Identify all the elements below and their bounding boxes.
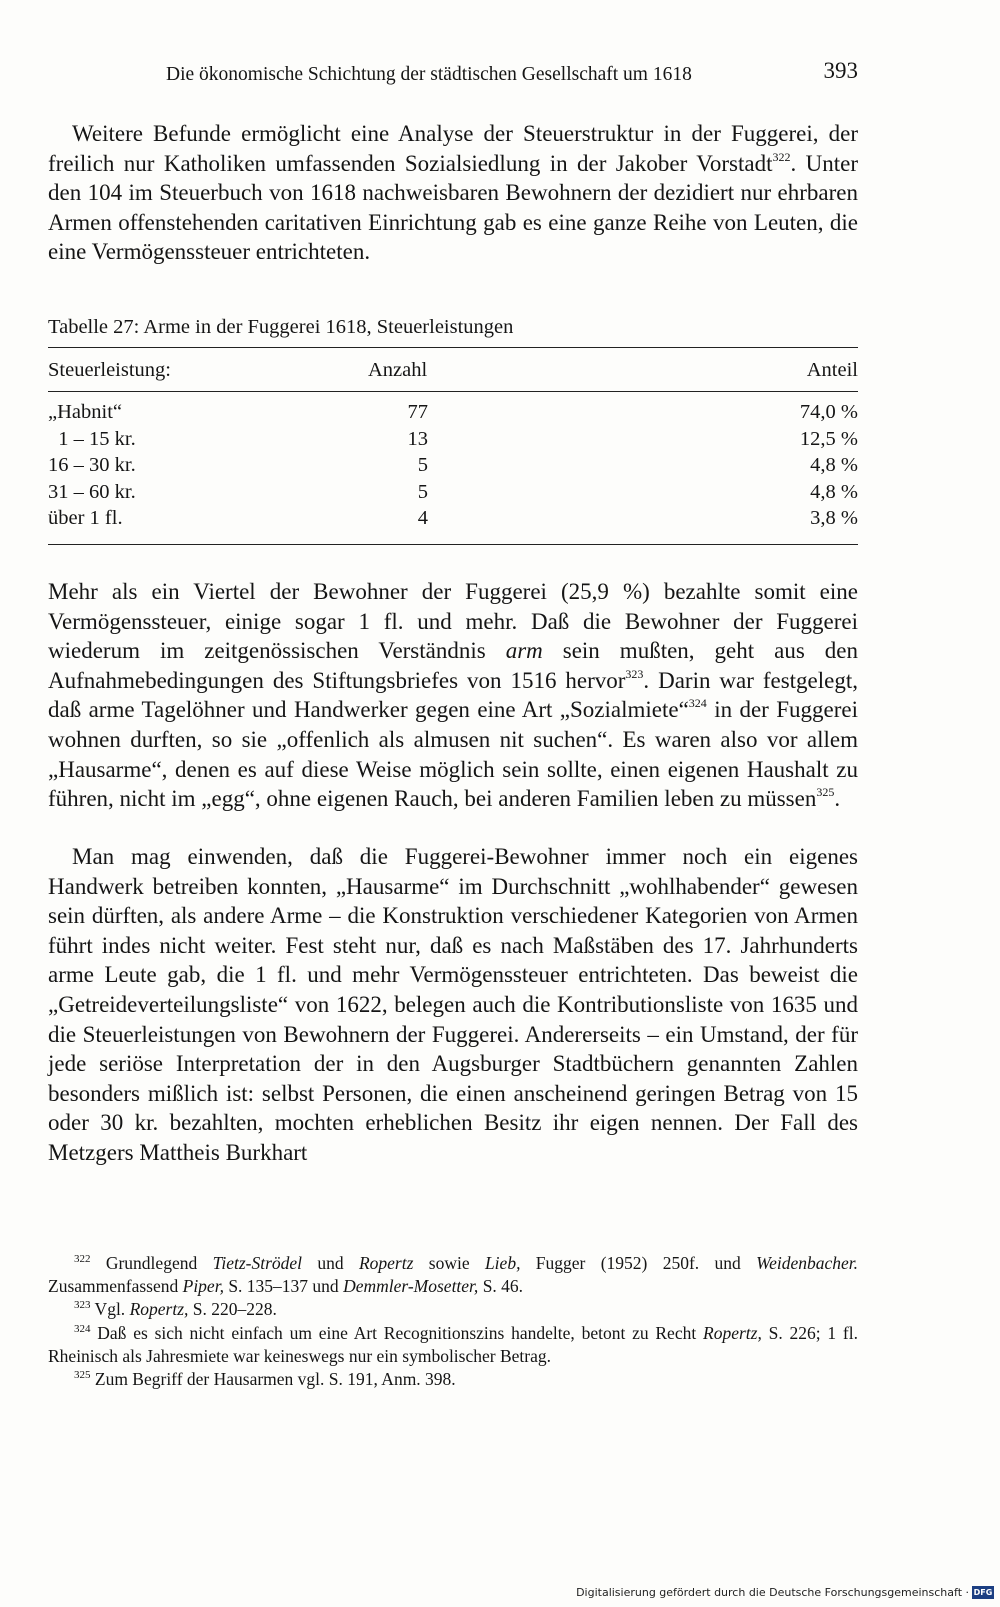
footnote-324	[48, 1322, 858, 1368]
header-steuerleistung: Steuerleistung:	[48, 359, 171, 381]
footnote-ref-323: 323	[625, 666, 644, 681]
paragraph-2-text-b: sein mußten, geht aus den Aufnahmebedingungen des Stiftungsbriefes von 1516 hervor	[48, 638, 858, 693]
footnote-number: 323	[74, 1299, 91, 1312]
footnote-ref-322: 322	[772, 149, 791, 164]
cell-category: 31 – 60 kr.	[48, 480, 136, 503]
cell-count: 5	[417, 480, 428, 503]
footnote-ref-324: 324	[688, 696, 707, 711]
footnote-325	[48, 1368, 858, 1391]
table-bottom-rule	[48, 544, 858, 545]
running-head	[48, 58, 858, 88]
emphasis-arm: arm	[505, 638, 543, 664]
footnote-ref-325: 325	[816, 785, 835, 800]
tax-table	[48, 347, 858, 545]
table-row	[48, 507, 858, 534]
fn-author: Ropertz,	[703, 1322, 762, 1343]
table-row	[48, 401, 858, 428]
fn-author: Weidenbacher.	[756, 1253, 859, 1273]
fn-author: Ropertz,	[129, 1299, 189, 1320]
footnote-number: 324	[74, 1322, 91, 1335]
fn-author: Ropertz	[358, 1253, 414, 1273]
cell-count: 77	[407, 401, 428, 423]
cell-share: 12,5 %	[799, 427, 858, 450]
cell-count: 5	[417, 454, 428, 476]
fn-text: S. 135–137 und	[223, 1276, 344, 1297]
paragraph-2-text-e: .	[834, 786, 841, 812]
fn-text: Vgl.	[90, 1299, 130, 1320]
header-anteil: Anteil	[806, 359, 858, 381]
footnote-322	[48, 1252, 858, 1298]
fn-text: Fugger (1952) 250f. und	[520, 1253, 757, 1273]
fn-text: Zusammenfassend	[48, 1276, 183, 1297]
paragraph-1	[48, 119, 858, 267]
footnote-323	[48, 1298, 858, 1321]
fn-author: Lieb,	[484, 1253, 521, 1273]
table-row	[48, 481, 858, 508]
fn-author: Piper,	[182, 1276, 224, 1297]
table-header	[48, 348, 858, 391]
cell-count: 4	[417, 507, 428, 529]
cell-share: 4,8 %	[810, 454, 858, 476]
footnotes	[48, 1252, 858, 1391]
dfg-logo-icon: DFG	[973, 1587, 993, 1597]
cell-share: 4,8 %	[810, 480, 858, 503]
footnote-number: 325	[74, 1369, 91, 1382]
cell-category: über 1 fl.	[48, 507, 123, 529]
digitization-footer	[576, 1583, 994, 1601]
cell-category: 16 – 30 kr.	[48, 454, 136, 476]
fn-text: Daß es sich nicht einfach um eine Art Recognitionszins handelte, betont zu Recht	[90, 1322, 703, 1343]
paragraph-3: Man mag einwenden, daß die Fuggerei-Bewohner immer noch ein eigenes Handwerk betreiben konnten, „Hausarme“ im Durchschnitt „wohlhabender“ gewesen sein dürften, als andere Arme – die Konstruktion verschiedener Kategorien von Armen führt indes nicht weiter. Fest steht nur, daß es nach Maßstäben des 17. Jahrhunderts arme Leute gab, die 1 fl. und mehr Vermögenssteuer entrichteten. Das beweist die „Getreideverteilungsliste“ von 1622, belegen auch die Kontributionsliste von 1635 und die Steuerleistungen von Bewohnern der Fuggerei. Andererseits – ein Umstand, der für jede seriöse Interpretation der in den Augsburger Stadtbüchern genannten Zahlen besonders mißlich ist: selbst Personen, die einen anscheinend geringen Betrag von 15 oder 30 kr. bezahlten, mochten erheblichen Besitz ihr eigen nennen. Der Fall des Metzgers Mattheis Burkhart	[48, 844, 858, 1165]
table-row	[48, 428, 858, 455]
running-head-title: Die ökonomische Schichtung der städtischen Gesellschaft um 1618	[166, 64, 692, 85]
cell-count: 13	[407, 427, 428, 450]
header-anzahl: Anzahl	[368, 359, 428, 381]
paragraph-1-text-b: . Unter den 104 im Steuerbuch von 1618 nachweisbaren Bewohnern der dezidiert nur ehrbaren Armen offenstehenden caritativen Einrichtung gab es eine ganze Reihe von Leuten, die eine Vermögenssteuer entrichteten.	[48, 150, 858, 265]
paragraph-2	[48, 577, 858, 814]
paragraph-2-text-d: in der Fuggerei wohnen durften, so sie „offenlich als almusen nit suchen“. Es waren also vor allem „Hausarme“, denen es auf diese Weise möglich sein sollte, einen eigenen Haushalt zu führen, nicht im „egg“, ohne eigenen Rauch, bei anderen Familien leben zu müssen	[48, 697, 858, 812]
footnote-number: 322	[74, 1253, 91, 1265]
footer-text: Digitalisierung gefördert durch die Deutsche Forschungsgemeinschaft ·	[576, 1585, 969, 1599]
fn-text: und	[302, 1253, 359, 1273]
page-number: 393	[823, 58, 858, 83]
table-body	[48, 392, 858, 544]
fn-author: Demmler-Mosetter,	[343, 1276, 479, 1297]
table-caption: Tabelle 27: Arme in der Fuggerei 1618, Steuerleistungen	[48, 316, 514, 338]
fn-text: S. 226; 1 fl. Rheinisch als Jahresmiete war keineswegs nur ein symbolischer Betrag.	[48, 1322, 858, 1366]
table-row	[48, 454, 858, 481]
fn-text: S. 220–228.	[188, 1299, 277, 1320]
fn-text: Zum Begriff der Hausarmen vgl. S. 191, Anm. 398.	[90, 1369, 456, 1390]
paragraph-2-text-c: . Darin war festgelegt, daß arme Tagelöhner und Handwerker gegen eine Art „Sozialmiete“	[48, 667, 858, 723]
fn-text: Grundlegend	[90, 1253, 213, 1273]
fn-text: sowie	[413, 1253, 485, 1273]
cell-share: 3,8 %	[810, 507, 858, 529]
cell-category: 1 – 15 kr.	[48, 427, 136, 450]
paragraph-2-text-a: Mehr als ein Viertel der Bewohner der Fuggerei (25,9 %) bezahlte somit eine Vermögenssteuer, einige sogar 1 fl. und mehr. Daß die Bewohner der Fuggerei wiederum im zeitgenössischen Verständnis	[48, 579, 858, 664]
fn-text: S. 46.	[478, 1276, 524, 1297]
cell-share: 74,0 %	[799, 401, 858, 423]
paragraph-1-text-a: Weitere Befunde ermöglicht eine Analyse der Steuerstruktur in der Fuggerei, der freilich nur Katholiken umfassenden Sozialsiedlung in der Jakober Vorstadt	[48, 121, 858, 176]
cell-category: „Habnit“	[48, 401, 122, 423]
fn-author: Tietz-Strödel	[212, 1253, 303, 1273]
